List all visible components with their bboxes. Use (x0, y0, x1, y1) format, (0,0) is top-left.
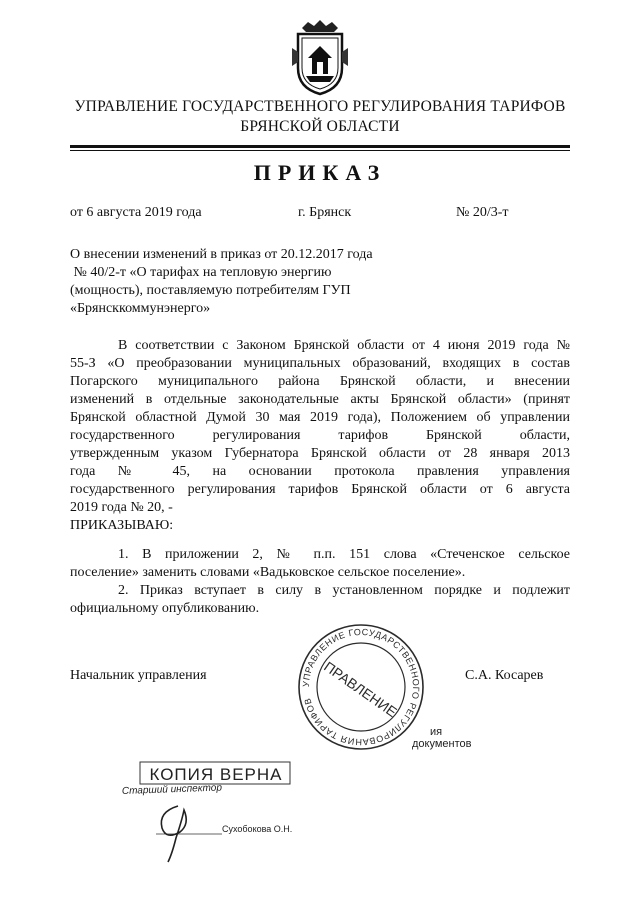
order-item-1 (70, 546, 570, 582)
stamp-fragment-line: документов (412, 738, 472, 750)
subject-line: № 40/2-т «О тарифах на тепловую энергию (70, 265, 332, 280)
preamble-line: государственного регулирования тарифов Брянской области, (70, 428, 570, 443)
signatory-name: С.А. Косарев (465, 668, 544, 683)
preamble-paragraph (70, 337, 570, 517)
header-divider-thick (70, 145, 570, 148)
seal-center-text: ПРАВЛЕНИЕ (321, 658, 400, 721)
header-divider-thin (70, 150, 570, 151)
subject-line: «Брянсккоммунэнерго» (70, 301, 211, 316)
copy-stamp-title: КОПИЯ ВЕРНА (149, 765, 283, 784)
subject-line: О внесении изменений в приказ от 20.12.2017 года (70, 247, 373, 262)
preamble-line: Погарского муниципального района Брянской области, и внесении (70, 374, 570, 389)
copy-certified-stamp (118, 758, 296, 864)
preamble-line: утвержденным указом Губернатора Брянской области от 28 января 2013 (70, 446, 570, 461)
document-title: ПРИКАЗ (253, 160, 387, 185)
preamble-line: года № 45, на основании протокола правления управления (70, 464, 570, 479)
organization-name-line1: УПРАВЛЕНИЕ ГОСУДАРСТВЕННОГО РЕГУЛИРОВАНИЯ ТАРИФОВ (74, 98, 566, 115)
document-date: от 6 августа 2019 года (70, 205, 202, 220)
document-number: № 20/3-т (456, 205, 509, 220)
stamp-fragment-line: ия (430, 726, 443, 738)
preamble-line: изменений в отдельные законодательные акты Брянской области» (принят (70, 392, 570, 407)
coat-of-arms-emblem (288, 18, 352, 96)
preamble-line: 2019 года № 20, - (70, 500, 173, 515)
document-subject (70, 246, 400, 318)
seal-ring-text: УПРАВЛЕНИЕ ГОСУДАРСТВЕННОГО РЕГУЛИРОВАНИЯ ТАРИФОВ (300, 626, 422, 748)
order-item-line: 1. В приложении 2, № п.п. 151 слова «Стеченское сельское (118, 547, 570, 562)
order-item-line: официальному опубликованию. (70, 601, 260, 616)
preamble-line: 55-З «О преобразовании муниципальных образований, входящих в состав (70, 356, 570, 371)
copy-stamp-role: Старший инспектор (121, 782, 223, 797)
organization-name-line2: БРЯНСКОЙ ОБЛАСТИ (240, 118, 400, 135)
document-city: г. Брянск (298, 205, 352, 220)
second-stamp-fragment (412, 726, 471, 750)
preamble-line: Брянской областной Думой 30 мая 2019 года), Положением об управлении (70, 410, 570, 425)
signatory-position: Начальник управления (70, 668, 207, 683)
order-word: ПРИКАЗЫВАЮ: (70, 518, 174, 533)
order-item-line: поселение» заменить словами «Вадьковское сельское поселение». (70, 565, 466, 580)
copy-stamp-name: Сухобокова О.Н. (222, 824, 293, 834)
preamble-line: государственного регулирования тарифов Брянской области от 6 августа (70, 482, 570, 497)
official-seal (296, 622, 426, 752)
subject-line: (мощность), поставляемую потребителям ГУП (70, 283, 351, 298)
order-item-2 (70, 582, 570, 618)
order-item-line: 2. Приказ вступает в силу в установленном порядке и подлежит (118, 583, 570, 598)
preamble-line: В соответствии с Законом Брянской области от 4 июня 2019 года № (118, 338, 570, 353)
